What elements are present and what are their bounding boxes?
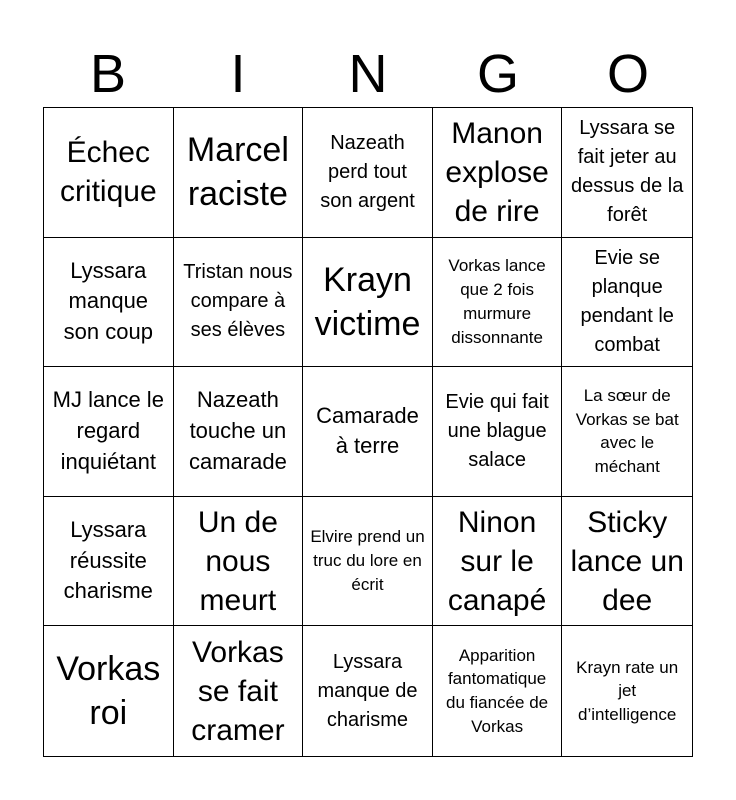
cell-label: Vorkas roi <box>56 650 161 733</box>
header-letter-o: O <box>606 44 649 104</box>
header-letter-b: B <box>89 44 127 104</box>
cell-label: Échec critique <box>59 136 157 209</box>
cell-label: Un de nous meurt <box>197 505 278 617</box>
bingo-cell-r2-c3[interactable] <box>303 238 433 368</box>
cell-label: Lyssara manque son coup <box>63 257 153 345</box>
bingo-cell-r5-c3[interactable] <box>303 626 433 756</box>
bingo-cell-r1-c3[interactable] <box>303 108 433 238</box>
cell-label: Camarade à terre <box>316 402 419 459</box>
header-letter-g: G <box>476 44 519 104</box>
cell-label: Sticky lance un dee <box>570 505 684 617</box>
bingo-cell-r5-c1[interactable] <box>44 626 174 756</box>
bingo-cell-r5-c4[interactable] <box>433 626 563 756</box>
bingo-cell-r3-c1[interactable] <box>44 367 174 497</box>
bingo-cell-r4-c3[interactable] <box>303 497 433 627</box>
bingo-cell-r1-c4[interactable] <box>433 108 563 238</box>
bingo-header <box>43 40 693 108</box>
bingo-cell-r2-c5[interactable] <box>562 238 692 368</box>
bingo-cell-r4-c4[interactable] <box>433 497 563 627</box>
bingo-cell-r3-c5[interactable] <box>562 367 692 497</box>
bingo-grid <box>43 107 693 757</box>
cell-label: Elvire prend un truc du lore en écrit <box>310 527 425 594</box>
bingo-cell-r3-c4[interactable] <box>433 367 563 497</box>
cell-label: Evie se planque pendant le combat <box>580 246 674 356</box>
cell-label: Marcel raciste <box>186 131 289 214</box>
bingo-cell-r4-c1[interactable] <box>44 497 174 627</box>
cell-label: Ninon sur le canapé <box>447 505 547 617</box>
bingo-cell-r5-c2[interactable] <box>174 626 304 756</box>
cell-label: Tristan nous compare à ses élèves <box>183 261 293 342</box>
bingo-cell-r4-c5[interactable] <box>562 497 692 627</box>
cell-label: Lyssara réussite charisme <box>63 516 153 604</box>
bingo-cell-r1-c1[interactable] <box>44 108 174 238</box>
cell-label: Nazeath touche un camarade <box>188 387 287 474</box>
cell-label: Apparition fantomatique du fiancée de Vorkas <box>446 645 549 736</box>
bingo-cell-r4-c2[interactable] <box>174 497 304 627</box>
cell-label: Lyssara manque de charisme <box>317 650 418 731</box>
cell-label: MJ lance le regard inquiétant <box>52 387 164 474</box>
cell-label: Evie qui fait une blague salace <box>445 390 549 471</box>
cell-label: Vorkas lance que 2 fois murmure dissonnante <box>448 256 546 347</box>
bingo-cell-r3-c2[interactable] <box>174 367 304 497</box>
bingo-cell-r3-c3[interactable] <box>303 367 433 497</box>
header-letter-i: I <box>230 44 246 104</box>
header-letter-n: N <box>348 44 388 104</box>
bingo-cell-r1-c5[interactable] <box>562 108 692 238</box>
cell-label: Krayn rate un jet d’intelligence <box>576 657 679 725</box>
bingo-cell-r5-c5[interactable] <box>562 626 692 756</box>
cell-label: Krayn victime <box>314 260 421 343</box>
cell-label: Nazeath perd tout son argent <box>320 131 415 212</box>
cell-label: Lyssara se fait jeter au dessus de la forêt <box>571 117 684 227</box>
bingo-cell-r2-c2[interactable] <box>174 238 304 368</box>
bingo-cell-r1-c2[interactable] <box>174 108 304 238</box>
cell-label: La sœur de Vorkas se bat avec le méchant <box>575 385 679 477</box>
bingo-cell-r2-c1[interactable] <box>44 238 174 368</box>
cell-label: Manon explose de rire <box>445 116 549 228</box>
cell-label: Vorkas se fait cramer <box>191 635 285 747</box>
bingo-cell-r2-c4[interactable] <box>433 238 563 368</box>
